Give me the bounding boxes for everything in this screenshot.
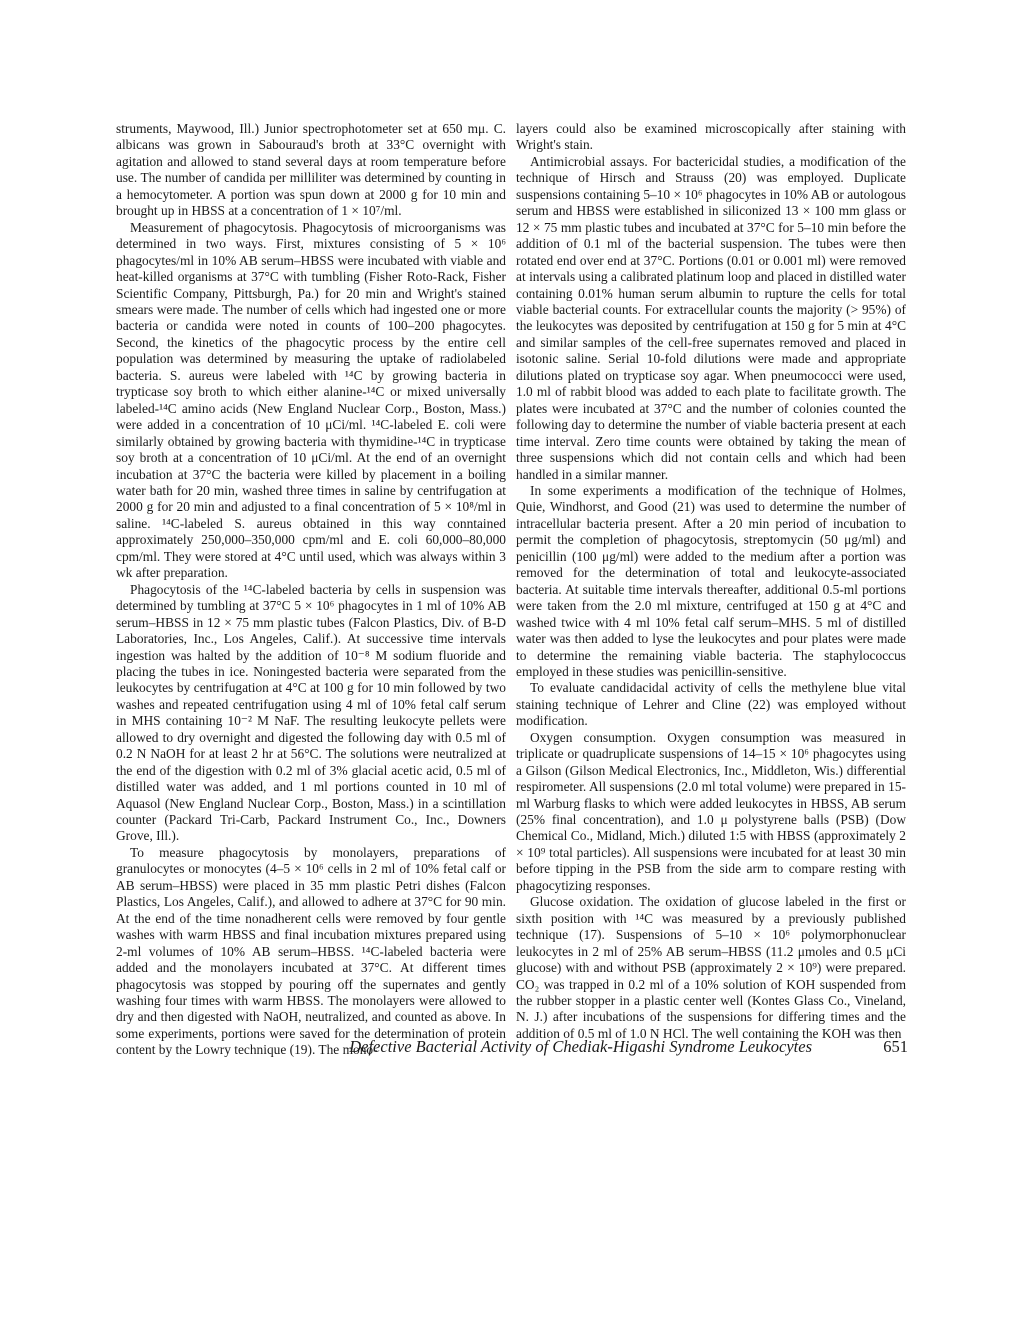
- paragraph: Phagocytosis of the ¹⁴C-labeled bacteria by cells in suspension was determined by tumbling at 37°C 5 × 10⁶ phagocytes in 1 ml of 10% AB serum–HBSS in 12 × 75 mm plastic tubes (Falcon Plastics, Div. of B-D Laboratories, Inc., Los Angeles, Calif.). At successive time intervals ingestion was halted by the addition of 10⁻⁸ M sodium fluoride and placing the tubes in ice. Noningested bacteria were separated from the leukocytes by centrifugation at 4°C at 100 g for 10 min followed by two washes and repeated centrifugation using 4 ml of 10% fetal calf serum in MHS containing 10⁻² M NaF. The resulting leukocyte pellets were allowed to dry overnight and digested the following day with 0.5 ml of 0.2 N NaOH for at least 2 hr at 56°C. The solutions were neutralized at the end of the digestion with 0.2 ml of 3% glacial acetic acid, 0.5 ml of distilled water was added, and 1 ml portions counted in 10 ml of Aquasol (New England Nuclear Corp., Boston, Mass.) in a scintillation counter (Packard Tri-Carb, Packard Instrument Co., Inc., Downers Grove, Ill.).: [116, 581, 506, 844]
- paragraph: To evaluate candidacidal activity of cells the methylene blue vital staining technique of Lehrer and Cline (22) was employed without modification.: [516, 680, 906, 729]
- page-number: 651: [883, 1037, 908, 1056]
- left-text-column: [116, 121, 506, 1059]
- paragraph: To measure phagocytosis by monolayers, preparations of granulocytes or monocytes (4–5 × 10⁶ cells in 2 ml of 10% fetal calf or AB serum–HBSS) were placed in 35 mm plastic Petri dishes (Falcon Plastics, Los Angeles, Calif.), and allowed to adhere at 37°C for 90 min. At the end of the time nonadherent cells were removed by four gentle washes with warm HBSS and final incubation mixtures prepared using 2-ml volumes of 10% AB serum–HBSS. ¹⁴C-labeled bacteria were added and the monolayers incubated at 37°C. At different times phagocytosis was stopped by pouring off the supernates and gently washing four times with warm HBSS. The monolayers were allowed to dry and then digested with NaOH, neutralized, and counted as above. In some experiments, portions were saved for the determination of protein content by the Lowry technique (19). The mono-: [116, 844, 506, 1058]
- running-head: Defective Bacterial Activity of Chediak-Higashi Syndrome Leukocytes: [349, 1037, 812, 1056]
- paragraph: Antimicrobial assays. For bactericidal studies, a modification of the technique of Hirsch and Strauss (20) was employed. Duplicate suspensions containing 5–10 × 10⁶ phagocytes in 10% AB or autologous serum and HBSS were established in siliconized 13 × 100 mm glass or 12 × 75 mm plastic tubes and incubated at 37°C for 5–10 min before the addition of 0.1 ml of the bacterial suspension. The tubes were then rotated end over end at 37°C. Portions (0.01 or 0.001 ml) were removed at intervals using a calibrated platinum loop and placed in distilled water containing 0.01% human serum albumin to rupture the cells for total viable bacterial counts. For extracellular counts the majority (> 95%) of the leukocytes was deposited by centrifugation at 150 g for 5 min at 4°C and similar samples of the cell-free supernates removed and placed in isotonic saline. Serial 10-fold dilutions were made and appropriate dilutions plated on trypticase soy agar. When pneumococci were used, 1.0 ml of rabbit blood was added to each plate to facilitate growth. The plates were incubated at 37°C and the number of colonies counted the following day to determine the number of viable bacteria present at each time interval. Zero time counts were obtained by taking the mean of three suspensions which did not contain cells and which had been handled in a similar manner.: [516, 153, 906, 482]
- right-text-column: [516, 121, 906, 1042]
- paragraph: struments, Maywood, Ill.) Junior spectrophotometer set at 650 mμ. C. albicans was grown in Sabouraud's broth at 33°C overnight with agitation and allowed to stand several days at room temperature before use. The number of candida per milliliter was determined by counting in a hemocytometer. A portion was spun down at 2000 g for 10 min and brought up in HBSS at a concentration of 1 × 10⁷/ml.: [116, 121, 506, 219]
- paragraph: Glucose oxidation. The oxidation of glucose labeled in the first or sixth position with ¹⁴C was measured by a previously published technique (17). Suspensions of 5–10 × 10⁶ polymorphonuclear leukocytes in 2 ml of 25% AB serum–HBSS (11.2 μmoles and 0.5 μCi glucose) with and without PSB (approximately 2 × 10⁹) were prepared. CO₂ was trapped in 0.2 ml of a 10% solution of KOH suspended from the rubber stopper in a plastic center well (Kontes Glass Co., Vineland, N. J.) after incubations of the suspensions for differing times and the addition of 0.5 ml of 1.0 N HCl. The well containing the KOH was then: [516, 894, 906, 1041]
- paragraph: In some experiments a modification of the technique of Holmes, Quie, Windhorst, and Good (21) was used to determine the number of intracellular bacteria present. After a 20 min period of incubation to permit the completion of phagocytosis, streptomycin (50 μg/ml) and penicillin (100 μg/ml) were added to the medium after a portion was removed for the determination of total and leukocyte-associated bacteria. At suitable time intervals thereafter, additional 0.5-ml portions were taken from the 2.0 ml mixture, centrifuged at 150 g at 4°C and washed twice with 4 ml 10% fetal calf serum–MHS. 5 ml of distilled water was then added to lyse the leukocytes and pour plates were made to determine the remaining viable bacteria. The staphylococcus employed in these studies was penicillin-sensitive.: [516, 482, 906, 679]
- paragraph: Oxygen consumption. Oxygen consumption was measured in triplicate or quadruplicate suspensions of 14–15 × 10⁶ phagocytes using a Gilson (Gilson Medical Electronics, Inc., Middleton, Wis.) differential respirometer. All suspensions (2.0 ml total volume) were prepared in 15-ml Warburg flasks to which were added leukocytes in HBSS, AB serum (25% final concentration), and 1.0 μ polystyrene balls (PSB) (Dow Chemical Co., Midland, Mich.) diluted 1:5 with HBSS (approximately 2 × 10⁹ total particles). All suspensions were incubated for at least 30 min before tipping in the PSB from the side arm to compare resting with phagocytizing responses.: [516, 729, 906, 893]
- paragraph: layers could also be examined microscopically after staining with Wright's stain.: [516, 121, 906, 153]
- paragraph: Measurement of phagocytosis. Phagocytosis of microorganisms was determined in two ways. First, mixtures consisting of 5 × 10⁶ phagocytes/ml in 10% AB serum–HBSS were incubated with viable and heat-killed organisms at 37°C with tumbling (Fisher Roto-Rack, Fisher Scientific Company, Pittsburgh, Pa.) for 20 min and Wright's stained smears were made. The number of cells which had ingested one or more bacteria or candida were noted in counts of 100–200 phagocytes. Second, the kinetics of the phagocytic process by the entire cell population was determined by measuring the uptake of radiolabeled bacteria. S. aureus were labeled with ¹⁴C by growing bacteria in trypticase soy broth to which either alanine-¹⁴C or mixed universally labeled-¹⁴C amino acids (New England Nuclear Corp., Boston, Mass.) were added in a concentration of 10 μCi/ml. ¹⁴C-labeled E. coli were similarly obtained by growing bacteria with thymidine-¹⁴C in trypticase soy broth at a concentration of 10 μCi/ml. At the end of an overnight incubation at 37°C the bacteria were killed by placement in a boiling water bath for 20 min, washed three times in saline by centrifugation at 2000 g for 20 min and adjusted to a final concentration of 5 × 10⁸/ml in saline. ¹⁴C-labeled S. aureus obtained in this way conntained approximately 250,000–350,000 cpm/ml and E. coli 60,000–80,000 cpm/ml. They were stored at 4°C until used, which was always within 3 wk after preparation.: [116, 219, 506, 581]
